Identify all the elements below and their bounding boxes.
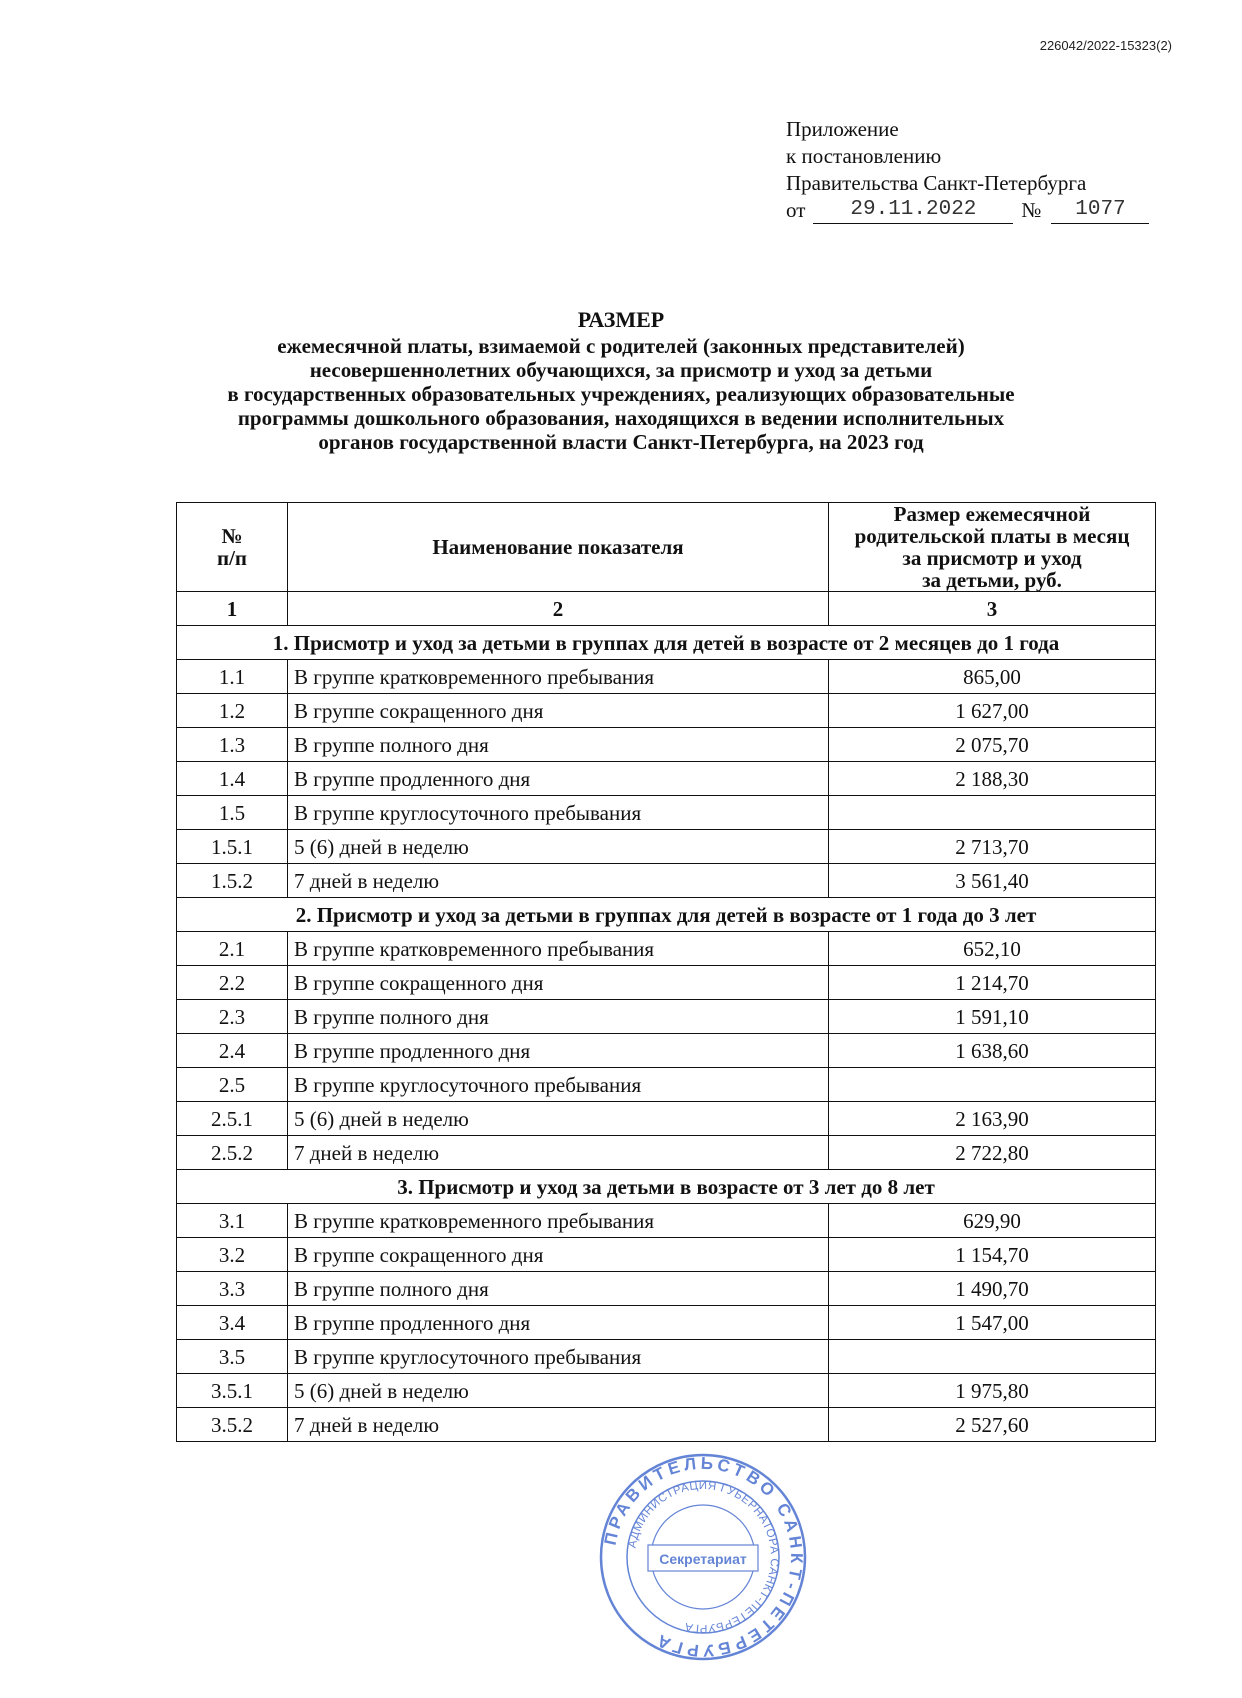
row-indicator-name: 7 дней в неделю <box>288 864 829 898</box>
table-row <box>177 1136 1156 1170</box>
row-number: 1.4 <box>177 762 288 796</box>
row-number: 3.3 <box>177 1272 288 1306</box>
row-indicator-name: В группе кратковременного пребывания <box>288 932 829 966</box>
table-row <box>177 660 1156 694</box>
row-indicator-name: В группе круглосуточного пребывания <box>288 1340 829 1374</box>
row-number: 3.4 <box>177 1306 288 1340</box>
table-row <box>177 1068 1156 1102</box>
header-indicator: Наименование показателя <box>288 503 829 592</box>
decree-number: 1077 <box>1051 198 1149 224</box>
row-number: 1.3 <box>177 728 288 762</box>
stamp-inner-text: АДМИНИСТРАЦИЯ ГУБЕРНАТОРА САНКТ-ПЕТЕРБУРГА <box>626 1479 781 1635</box>
table-header-row <box>177 503 1156 592</box>
table-row <box>177 932 1156 966</box>
section-title: 3. Присмотр и уход за детьми в возрасте от 3 лет до 8 лет <box>177 1170 1156 1204</box>
row-indicator-name: В группе полного дня <box>288 1000 829 1034</box>
row-number: 2.5.1 <box>177 1102 288 1136</box>
row-indicator-name: В группе круглосуточного пребывания <box>288 1068 829 1102</box>
row-indicator-name: В группе сокращенного дня <box>288 1238 829 1272</box>
table-row <box>177 1034 1156 1068</box>
table-row <box>177 1204 1156 1238</box>
row-number: 1.5.1 <box>177 830 288 864</box>
table-row <box>177 1238 1156 1272</box>
row-indicator-name: В группе кратковременного пребывания <box>288 1204 829 1238</box>
row-fee-value: 3 561,40 <box>829 864 1156 898</box>
row-fee-value: 865,00 <box>829 660 1156 694</box>
row-number: 2.2 <box>177 966 288 1000</box>
table-row <box>177 1272 1156 1306</box>
row-fee-value: 2 722,80 <box>829 1136 1156 1170</box>
row-number: 3.5 <box>177 1340 288 1374</box>
header-fee <box>829 503 1156 592</box>
row-indicator-name: В группе полного дня <box>288 728 829 762</box>
row-number: 2.3 <box>177 1000 288 1034</box>
fee-table-body <box>177 626 1156 1442</box>
document-title <box>0 308 1242 454</box>
title-main: РАЗМЕР <box>577 307 665 332</box>
row-fee-value <box>829 796 1156 830</box>
row-indicator-name: В группе кратковременного пребывания <box>288 660 829 694</box>
row-number: 1.5.2 <box>177 864 288 898</box>
table-row <box>177 762 1156 796</box>
row-indicator-name: 5 (6) дней в неделю <box>288 1102 829 1136</box>
row-fee-value: 2 713,70 <box>829 830 1156 864</box>
row-fee-value: 1 591,10 <box>829 1000 1156 1034</box>
section-title: 1. Присмотр и уход за детьми в группах для детей в возрасте от 2 месяцев до 1 года <box>177 626 1156 660</box>
row-indicator-name: 5 (6) дней в неделю <box>288 1374 829 1408</box>
row-indicator-name: В группе сокращенного дня <box>288 694 829 728</box>
table-row <box>177 966 1156 1000</box>
table-row <box>177 1374 1156 1408</box>
title-line: несовершеннолетних обучающихся, за присмотр и уход за детьми <box>309 358 933 382</box>
column-number: 2 <box>288 592 829 626</box>
table-row <box>177 1408 1156 1442</box>
row-fee-value: 652,10 <box>829 932 1156 966</box>
row-fee-value: 1 490,70 <box>829 1272 1156 1306</box>
row-number: 1.5 <box>177 796 288 830</box>
row-number: 2.1 <box>177 932 288 966</box>
row-indicator-name: В группе продленного дня <box>288 762 829 796</box>
row-fee-value: 2 188,30 <box>829 762 1156 796</box>
row-indicator-name: 7 дней в неделю <box>288 1408 829 1442</box>
row-fee-value <box>829 1068 1156 1102</box>
row-fee-value: 1 975,80 <box>829 1374 1156 1408</box>
row-fee-value: 1 214,70 <box>829 966 1156 1000</box>
decree-from-label: от <box>786 198 806 222</box>
row-number: 1.1 <box>177 660 288 694</box>
table-row <box>177 830 1156 864</box>
appendix-to-decree: к постановлению <box>786 144 942 168</box>
row-indicator-name: 5 (6) дней в неделю <box>288 830 829 864</box>
title-line: в государственных образовательных учреждениях, реализующих образовательные <box>227 382 1015 406</box>
row-fee-value: 1 638,60 <box>829 1034 1156 1068</box>
header-number <box>177 503 288 592</box>
section-title: 2. Присмотр и уход за детьми в группах для детей в возрасте от 1 года до 3 лет <box>177 898 1156 932</box>
table-row <box>177 728 1156 762</box>
row-fee-value <box>829 1340 1156 1374</box>
stamp-outer-text: ПРАВИТЕЛЬСТВО САНКТ-ПЕТЕРБУРГА <box>600 1453 807 1661</box>
row-number: 1.2 <box>177 694 288 728</box>
row-fee-value: 629,90 <box>829 1204 1156 1238</box>
appendix-government: Правительства Санкт-Петербурга <box>786 171 1087 195</box>
row-fee-value: 1 547,00 <box>829 1306 1156 1340</box>
decree-number-label: № <box>1021 198 1042 222</box>
table-row <box>177 1102 1156 1136</box>
decree-date: 29.11.2022 <box>813 198 1013 224</box>
title-line: ежемесячной платы, взимаемой с родителей (законных представителей) <box>277 334 965 358</box>
fee-table <box>176 502 1156 1442</box>
header-fee-line: Размер ежемесячной <box>893 502 1091 526</box>
row-fee-value: 2 527,60 <box>829 1408 1156 1442</box>
secretariat-stamp <box>598 1452 808 1662</box>
row-fee-value: 1 154,70 <box>829 1238 1156 1272</box>
row-indicator-name: В группе полного дня <box>288 1272 829 1306</box>
column-number-row <box>177 592 1156 626</box>
table-row <box>177 864 1156 898</box>
row-indicator-name: В группе сокращенного дня <box>288 966 829 1000</box>
row-number: 2.5.2 <box>177 1136 288 1170</box>
decree-date-number-line <box>786 197 1149 224</box>
row-fee-value: 1 627,00 <box>829 694 1156 728</box>
header-fee-line: за присмотр и уход <box>902 546 1082 570</box>
row-number: 3.5.2 <box>177 1408 288 1442</box>
row-fee-value: 2 075,70 <box>829 728 1156 762</box>
header-number-line: п/п <box>216 546 248 570</box>
row-indicator-name: В группе продленного дня <box>288 1034 829 1068</box>
header-fee-line: за детьми, руб. <box>922 568 1062 592</box>
row-number: 3.5.1 <box>177 1374 288 1408</box>
header-number-line: № <box>221 524 243 548</box>
title-line: органов государственной власти Санкт-Петербурга, на 2023 год <box>318 430 924 454</box>
row-fee-value: 2 163,90 <box>829 1102 1156 1136</box>
appendix-title: Приложение <box>786 117 899 141</box>
table-row <box>177 796 1156 830</box>
table-row <box>177 1306 1156 1340</box>
row-number: 2.5 <box>177 1068 288 1102</box>
table-row <box>177 1000 1156 1034</box>
section-header-row <box>177 898 1156 932</box>
header-fee-line: родительской платы в месяц <box>854 524 1130 548</box>
section-header-row <box>177 626 1156 660</box>
table-row <box>177 1340 1156 1374</box>
registration-number: 226042/2022-15323(2) <box>1039 38 1172 53</box>
appendix-block <box>786 116 1149 224</box>
row-number: 2.4 <box>177 1034 288 1068</box>
row-number: 3.1 <box>177 1204 288 1238</box>
row-indicator-name: В группе круглосуточного пребывания <box>288 796 829 830</box>
row-indicator-name: 7 дней в неделю <box>288 1136 829 1170</box>
row-number: 3.2 <box>177 1238 288 1272</box>
column-number: 3 <box>829 592 1156 626</box>
stamp-center-text: Секретариат <box>659 1551 747 1567</box>
column-number: 1 <box>177 592 288 626</box>
section-header-row <box>177 1170 1156 1204</box>
title-line: программы дошкольного образования, находящихся в ведении исполнительных <box>237 406 1005 430</box>
table-row <box>177 694 1156 728</box>
row-indicator-name: В группе продленного дня <box>288 1306 829 1340</box>
